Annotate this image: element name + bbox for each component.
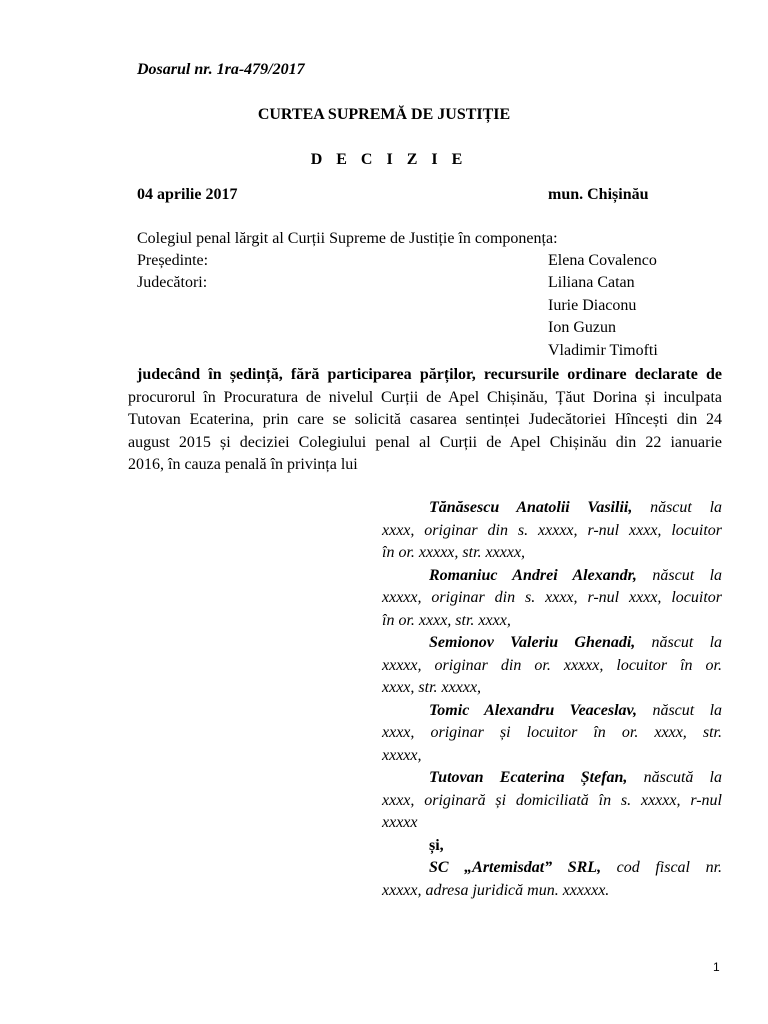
paragraph-line: august 2015 și deciziei Colegiului penal al Curții de Apel Chișinău din 22 ianuarie bbox=[128, 433, 722, 451]
defendants-list bbox=[382, 497, 722, 902]
decision-place: mun. Chișinău bbox=[548, 186, 649, 203]
conjunction-line bbox=[382, 835, 722, 858]
paragraph-line: procurorul în Procuratura de nivelul Curții de Apel Chișinău, Țăut Dorina și inculpata bbox=[128, 388, 722, 406]
president-row bbox=[137, 252, 677, 274]
court-name: CURTEA SUPREMĂ DE JUSTIȚIE bbox=[257, 106, 511, 123]
defendant-detail: xxxx, originară și domiciliată în s. xxxxx, r-nul bbox=[382, 791, 722, 809]
defendant-detail: născut la bbox=[652, 701, 723, 719]
defendant-detail: născută la bbox=[643, 769, 722, 786]
defendant-name: Tutovan Ecaterina Ștefan, bbox=[429, 769, 628, 786]
judge-name: Ion Guzun bbox=[548, 319, 616, 336]
panel-intro: Colegiul penal lărgit al Curții Supreme de Justiție în componența: bbox=[137, 230, 558, 247]
defendant-detail: xxxxx, originar din or. xxxxx, locuitor în or. bbox=[382, 656, 722, 674]
defendant-name: Romaniuc Andrei Alexandr, bbox=[429, 566, 637, 584]
defendant-detail: născut la bbox=[652, 566, 723, 584]
defendant-detail: xxxx, originar din s. xxxxx, r-nul xxxx, locuitor bbox=[382, 521, 722, 539]
defendant-entry bbox=[382, 632, 722, 700]
judge-row bbox=[137, 342, 677, 364]
defendant-name: Tănăsescu Anatolii Vasilii, bbox=[429, 499, 633, 516]
judge-row bbox=[137, 319, 677, 341]
president-label: Președinte: bbox=[137, 252, 209, 269]
defendant-detail: xxxxx, bbox=[382, 746, 422, 764]
case-number: Dosarul nr. 1ra-479/2017 bbox=[137, 61, 305, 78]
company-name: SC „Artemisdat” SRL, bbox=[429, 859, 602, 876]
decision-date: 04 aprilie 2017 bbox=[137, 186, 238, 203]
judge-name: Vladimir Timofti bbox=[548, 342, 658, 359]
paragraph-line: Tutovan Ecaterina, prin care se solicită casarea sentinței Judecătoriei Hîncești din 24 bbox=[128, 411, 722, 429]
judge-row bbox=[137, 274, 677, 296]
defendant-name: Semionov Valeriu Ghenadi, bbox=[429, 634, 636, 651]
defendant-detail: născut la bbox=[650, 499, 723, 516]
judges-label: Judecători: bbox=[137, 274, 208, 291]
judge-row bbox=[137, 297, 677, 319]
company-detail: xxxxx, adresa juridică mun. xxxxxx. bbox=[382, 881, 610, 899]
intro-paragraph bbox=[128, 364, 722, 477]
defendant-detail: în or. xxxxx, str. xxxxx, bbox=[382, 544, 526, 561]
president-name: Elena Covalenco bbox=[548, 252, 657, 269]
judge-name: Liliana Catan bbox=[548, 274, 635, 291]
defendant-detail: în or. xxxx, str. xxxx, bbox=[382, 611, 511, 629]
paragraph-line: judecând în ședință, fără participarea părților, recursurile ordinare declarate de bbox=[137, 366, 722, 383]
defendant-detail: xxxxx, originar din s. xxxx, r-nul xxxx, locuitor bbox=[382, 589, 722, 606]
paragraph-line: 2016, în cauza penală în privința lui bbox=[128, 456, 358, 474]
defendant-detail: xxxx, str. xxxxx, bbox=[382, 679, 482, 696]
defendant-entry bbox=[382, 767, 722, 835]
defendant-name: Tomic Alexandru Veaceslav, bbox=[429, 701, 638, 719]
defendant-entry bbox=[382, 700, 722, 768]
judge-name: Iurie Diaconu bbox=[548, 297, 637, 314]
defendant-entry bbox=[382, 565, 722, 633]
conjunction: și, bbox=[429, 836, 444, 854]
defendant-entry bbox=[382, 497, 722, 565]
page-number: 1 bbox=[713, 960, 720, 974]
document-type-text: D E C I Z I E bbox=[310, 151, 468, 168]
defendant-detail: xxxx, originar și locuitor în or. xxxx, str. bbox=[382, 724, 722, 741]
company-entry bbox=[382, 857, 722, 902]
defendant-detail: xxxxx bbox=[382, 814, 418, 831]
document-type bbox=[0, 151, 768, 169]
defendant-detail: născut la bbox=[651, 634, 723, 651]
company-detail: cod fiscal nr. bbox=[616, 859, 723, 876]
